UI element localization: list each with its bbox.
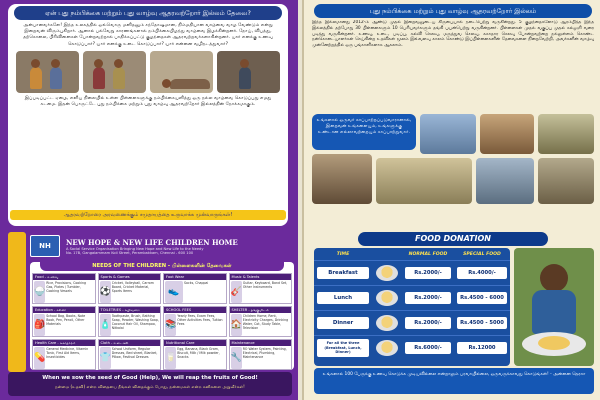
breakfast-dish-icon <box>376 265 398 281</box>
rice-icon: 🍚 <box>34 281 45 303</box>
need-music: Music & Talents 🎸 Guitar, Keyboard, Band Set, Other Instruments <box>229 273 293 304</box>
need-toiletries: TOILETRIES - கழிவறை 🧴 Toothpaste, Brush, Bathing Soap, Powder, Washing Soap, Coconut Hair Oil, Shampoo, Nitkalai <box>98 306 162 337</box>
blessing-quote: உங்களால் ஒருவர் காப்பாற்றப்படுவாரானால், இறைவன் உங்களையும், உங்களுக்கு உண்டான எல்லாவற்றையும் காப்பாற்றுவார். <box>312 114 416 150</box>
photo-child-eating <box>16 51 79 93</box>
home-header <box>30 232 270 260</box>
home-name: NEW HOPE & NEW LIFE CHILDREN HOME <box>66 237 238 247</box>
shirt-icon: 👕 <box>100 347 111 369</box>
children-photos <box>8 49 288 95</box>
need-maintenance: Maintenance 🔧 RO Water System, Painting, Electrical, Plumbing, Maintenance <box>229 339 293 370</box>
photo-kids-gathering <box>538 158 594 204</box>
books-icon: 📚 <box>165 314 176 336</box>
need-cloth: Cloth - உடைகள் 👕 School Uniform, Regular Dresses, Bed sheet, Blanket, Pillow, Festival Dresses <box>98 339 162 370</box>
needs-grid <box>30 271 294 370</box>
needs-title: NEEDS OF THE CHILDREN - பிள்ளைகளின் தேவைகள் <box>40 262 284 271</box>
shoe-icon: 👟 <box>165 281 183 303</box>
need-nutrition: Nutritional Care 🥛 Egg, Banana, Black Gram, Biscuit, Milk / Milk powder, Snacks <box>163 339 227 370</box>
house-icon: 🏠 <box>231 314 242 336</box>
right-flyer-page <box>302 0 600 400</box>
purpose-paragraph: இப்படிப்பட்ட ஏழை, எளிய நிலையில் உள்ள பிள்ளைகளுக்கு நம்பிக்கையளித்து ஒரு நல்ல வாழ்வை கொடுப்பது எமது கடமை. இதன் பொருட்டே புது நம்பிக்கை மற்றும் புது வாழ்வு ஆதரவற்றோர் இல்லத்தின் நோக்கமாகும். <box>24 95 272 108</box>
school-bag-icon: 🎒 <box>34 314 45 336</box>
need-education: Education - கல்வி 🎒 School Bag, Books, Note Book, Pen, Pencil, Other Materials <box>32 306 96 337</box>
home-intro-text: இந்த இல்லமானது 2012-ம் ஆண்டு முதல் இறைவனுடைய கிருபையால் நடைபெற்று வருகின்றது. 5 குழந்தைகளோடு ஆரம்பித்த இந்த இல்லத்தில் தற்போது 30 பிள்ளைகளும் 10 பெரியவர்களும் தங்கி பயன்பெற்று வருகின்றனர். பிள்ளைகள் முதல் வகுப்பு முதல் கல்லூரி வரை படித்து வருகின்றனர். உணவு, உடை, படிப்பு, கல்வி செலவு, மருத்துவ செலவு, சுகாதார செலவு போன்றவற்றை நல்லுள்ளம் கொண்ட நன்கொடையாளர்கள் செய்கின்ற உதவிகள் மூலம் இவ்வளவு காலம் கொண்டு இப்பிள்ளைகளின் தேவைகளை நிறைவேற்றி, அவர்களின் வாழ்வு முன்னேற்றத்தில் ஒரு பங்காளிகளாக ஆகலாம். <box>312 20 594 49</box>
need-food: Food - உணவு 🍚 Rice, Provisions, Cooking Gas, Plates / Tumbler, Cooking Vessels <box>32 273 96 304</box>
call-to-action-strip: ஆதரவற்றோரை அரவணைக்கும் சமுதாயத்தை உருவாக்க முன்வாருங்கள்! <box>10 210 286 220</box>
why-needed-banner: ஏன் புது நம்பிக்கை மற்றும் புது வாழ்வு ஆதரவற்றோர் இல்லம் தேவை? <box>14 6 282 20</box>
dinner-dish-icon <box>376 315 398 331</box>
intro-paragraph: அன்பானவர்களே! இந்த உலகத்தில் ஒவ்வொரு மனிதனும் சந்தோஷமான, நிம்மதியான வாழ்வை வாழ வேண்டும் என்று இறைவன் விரும்புகிறார். ஆனால் பல்வேறு காரணங்களால் நம்பிக்கையிழந்து வாழ்வை இழக்கின்றனர். நோய், விபத்து, தற்கொலை, பிரிவினைகள் போன்றவற்றால் பாதிக்கப்பட்டு குழந்தைகள் ஆதரவற்றவர்களாகின்றனர். யார் எனக்கு உணவு கொடுப்பார்? யார் எனக்கு உடை கொடுப்பார்? யார் என்னை வழிநடத்துவார்? <box>23 23 273 47</box>
photo-kids-smiling <box>480 114 534 154</box>
photo-kids-prayer <box>476 158 534 204</box>
footer-tamil: நன்மை (உதவி) என்ற விதையை நீங்கள் விதைக்கும் போது, நன்மைகள் என்ற கனிகளை அறுவீர்கள்! <box>55 384 245 389</box>
medicine-icon: 💊 <box>34 347 45 369</box>
food-donation-table <box>314 248 510 366</box>
footer-english: When we sow the seed of Good (Help), We will reap the fruits of Good! <box>42 375 258 381</box>
photo-group-kids <box>420 114 476 154</box>
photo-child-alone <box>217 51 280 93</box>
photo-kids-classroom <box>538 114 594 154</box>
mother-teresa-quote: உங்களால் 100 பேருக்கு உணவு கொடுக்க முடியவில்லை என்றாலும் பரவாயில்லை, ஒருவருக்காவது கொடுங்கள்! - அன்னை தெரசா <box>314 368 594 394</box>
home-tagline: A Social Service Organisation Bringing New Hope and New Life to the Needy <box>66 246 204 251</box>
milk-icon: 🥛 <box>165 347 176 369</box>
lunch-dish-icon <box>376 290 398 306</box>
photo-children-street <box>83 51 146 93</box>
activity-photos <box>312 114 594 224</box>
need-school-fees: SCHOOL FEES 📚 Yearly Fees, Exam Fees, Other Activities Fees, Tuition Fees <box>163 306 227 337</box>
home-title-banner: புது நம்பிக்கை மற்றும் புது வாழ்வு ஆதரவற்றோர் இல்லம் <box>314 4 592 18</box>
photo-kids-meal <box>312 154 372 204</box>
decorative-side-strip <box>8 232 26 372</box>
table-row: For all the three (Breakfast, Lunch, Dinner) Rs.6000/- Rs.12000 <box>314 335 510 360</box>
home-logo: NH <box>30 235 60 257</box>
meals-dish-icon <box>376 340 398 356</box>
guitar-icon: 🎸 <box>231 281 242 303</box>
left-flyer-page <box>0 0 298 400</box>
need-footwear: Foot Wear 👟 Socks, Chappal <box>163 273 227 304</box>
table-row: Breakfast Rs.2000/- Rs.4000/- <box>314 260 510 285</box>
need-health-care: Health Care - சுகாதாரம் 💊 General Medicine, Vitamin Tonic, First Aid Items, Insecticides <box>32 339 96 370</box>
photo-kids-dining <box>376 158 472 204</box>
table-row: Lunch Rs.2000/- Rs.4500 - 6000 <box>314 285 510 310</box>
food-table-header: TIME NORMAL FOOD SPECIAL FOOD <box>336 251 501 257</box>
photo-child-eating-meal <box>514 248 594 366</box>
food-donation-title: FOOD DONATION <box>358 232 548 246</box>
ball-icon: ⚽ <box>100 281 111 303</box>
needs-of-children <box>30 262 294 370</box>
seed-quote-footer <box>8 372 292 396</box>
wrench-icon: 🔧 <box>231 347 242 369</box>
toiletries-icon: 🧴 <box>100 314 111 336</box>
home-address: No. 17B, Gangaiammam Koil Street, Perambakkam, Chennai - 600 100 <box>66 250 194 255</box>
table-row: Dinner Rs.2000/- Rs.4500 - 5000 <box>314 310 510 335</box>
need-shelter: SHELTER - தங்குமிடம் 🏠 Children Home, Rent, Electricity Charges, Drinking Water, Cot, Study Table, Television <box>229 306 293 337</box>
why-home-needed-section <box>8 4 288 226</box>
photo-child-lying <box>150 51 213 93</box>
need-sports: Sports & Games ⚽ Cricket, Volleyball, Carrom Board, Cricket Material, Sports Items <box>98 273 162 304</box>
